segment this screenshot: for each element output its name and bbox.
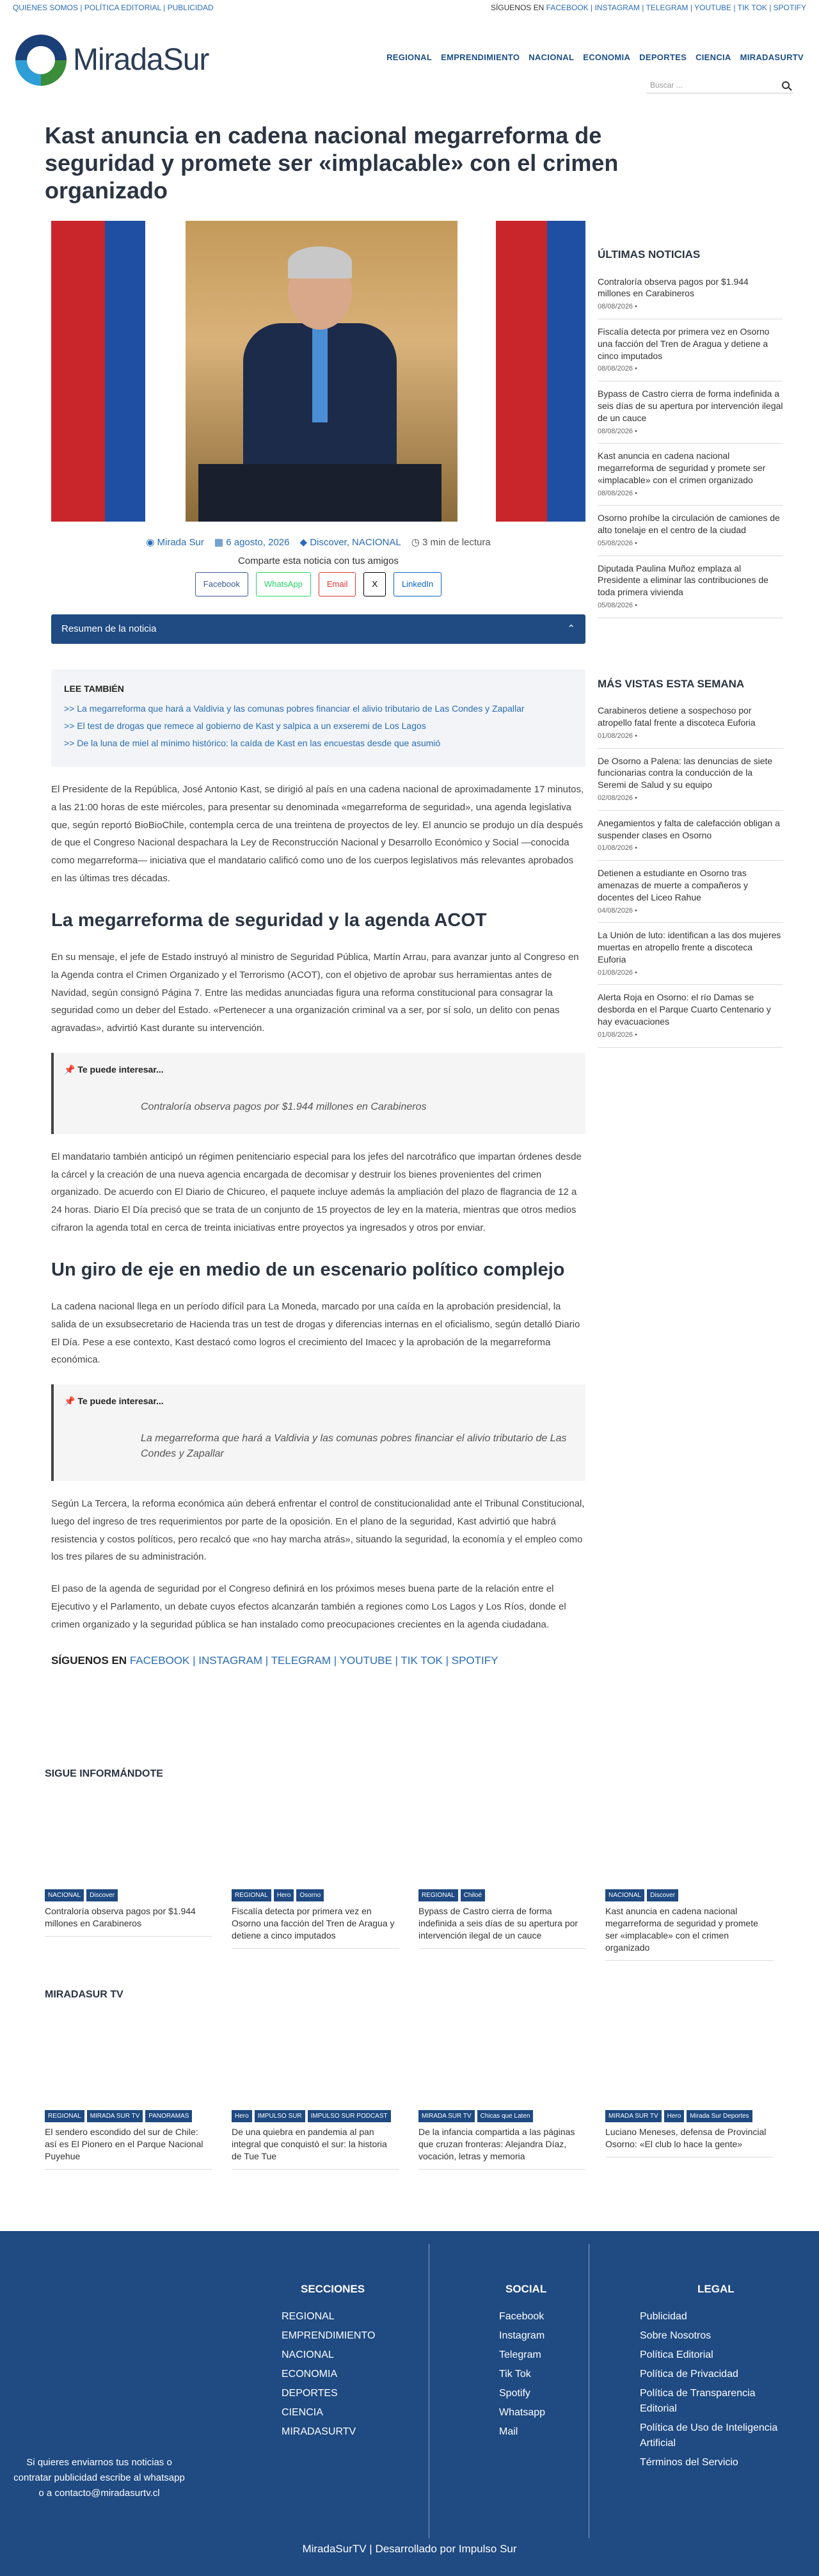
sidebar-news-item[interactable] [598, 811, 783, 861]
news-card[interactable] [45, 1795, 212, 1961]
tag[interactable]: MIRADA SUR TV [418, 2110, 475, 2122]
footer-link[interactable]: Términos del Servicio [640, 2456, 738, 2468]
card-image [45, 1795, 212, 1884]
site-footer [0, 2231, 819, 2576]
paragraph: En su mensaje, el jefe de Estado instruyó al ministro de Seguridad Pública, Martín Arrau, para avanzar junto al Congreso en la Agenda contra el Crimen Organizado y el Terrorismo (ACOT), con el objetivo de aprobar sus herramientas antes de Navidad, según consignó Página 7. Entre las medidas anunciadas figura una reforma constitucional para consagrar la seguridad como un deber del Estado. «Pertenecer a una organización criminal va a ser, por sí solo, un delito con penas agravadas», advirtió Kast durante su intervención. [51, 952, 579, 1034]
footer-link[interactable]: Publicidad [640, 2310, 687, 2322]
footer-social: SOCIAL Facebook Instagram Telegram Tik Tok Spotify Whatsapp Mail [499, 2281, 546, 2444]
footer-link[interactable]: Política de Transparencia Editorial [640, 2387, 756, 2414]
tv-section: MIRADASUR TV REGIONAL MIRADA SUR TV PANORAMAS El sendero escondido del sur de Chile: así es El Pionero en el Parque Nacional Puyehue Hero IMPULSO SUR IMPULSO SUR PODCAST De una quiebra en pandemia al pan integral que conquistó el sur: la historia de Tue Tue MIRADA SUR TV Chicas que Laten De la infancia compartida a las páginas que cruzan fronteras: Alejandra Díaz, vocación, letras y memoria MIRADA SUR TV Hero Mirada Sur Deportes Luciano Meneses, defensa de Provincial Osorno: «El club lo hace la gente» [45, 1987, 774, 2170]
footer-credit: MiradaSurTV | Desarrollado por Impulso Sur [302, 2543, 517, 2555]
news-date: 08/08/2026 • [598, 365, 637, 373]
news-date: 04/08/2026 • [598, 906, 637, 915]
email-share-button[interactable]: Email [319, 572, 356, 596]
related-box[interactable]: 📌 Te puede interesar... Contraloría observa pagos por $1.944 millones en Carabineros [51, 1053, 585, 1134]
footer-legal: LEGAL Publicidad Sobre Nosotros Política Editorial Política de Privacidad Política de Transparencia Editorial Política de Uso de Inteligencia Artificial Términos del Servicio [640, 2281, 787, 2474]
card-title: El sendero escondido del sur de Chile: así es El Pionero en el Parque Nacional Puyehue [45, 2126, 212, 2170]
nav-item[interactable]: ECONOMIA [583, 52, 631, 62]
news-date: 02/08/2026 • [598, 794, 637, 803]
related-link[interactable]: >> La megarreforma que hará a Valdivia y las comunas pobres financiar el alivio tributario de Las Condes y Zapallar [64, 703, 525, 714]
tag[interactable]: Discover [647, 1889, 678, 1901]
card-image [605, 1795, 773, 1884]
tag[interactable]: REGIONAL [232, 1889, 271, 1901]
nav-item[interactable]: REGIONAL [386, 52, 433, 62]
footer-contact: Si quieres enviarnos tus noticias o contratar publicidad escribe al whatsapp o a contacto@miradasurtv.cl [13, 2457, 185, 2499]
nav-item[interactable]: DEPORTES [639, 52, 687, 62]
site-header [0, 15, 819, 92]
news-title: La Unión de luto: identifican a las dos mujeres muertas en atropello frente a discoteca Euforia [598, 930, 781, 964]
tag[interactable]: Hero [274, 1889, 294, 1901]
tag[interactable]: REGIONAL [45, 2110, 84, 2122]
related-box[interactable]: 📌 Te puede interesar... La megarreforma que hará a Valdivia y las comunas pobres financiar el alivio tributario de Las Condes y Zapallar [51, 1384, 585, 1481]
card-image [232, 1795, 399, 1884]
read-time: ◷ 3 min de lectura [411, 537, 491, 548]
sidebar-news-item[interactable] [598, 749, 783, 811]
tag[interactable]: NACIONAL [45, 1889, 84, 1901]
top-social[interactable]: SÍGUENOS EN FACEBOOK | INSTAGRAM | TELEGRAM | YOUTUBE | TIK TOK | SPOTIFY [490, 3, 806, 12]
article-meta [51, 536, 585, 550]
card-tags [605, 1889, 773, 1901]
tag[interactable]: IMPULSO SUR [255, 2110, 305, 2122]
news-title: Osorno prohíbe la circulación de camiones de alto tonelaje en el centro de la ciudad [598, 513, 780, 536]
sidebar-news-item[interactable] [598, 269, 783, 319]
sidebar-news-item[interactable] [598, 985, 783, 1047]
footer-link[interactable]: Telegram [499, 2349, 541, 2360]
tag[interactable]: NACIONAL [605, 1889, 644, 1901]
footer-link[interactable]: MIRADASURTV [282, 2426, 356, 2437]
related-link[interactable]: >> De la luna de miel al mínimo histórico: la caída de Kast en las encuestas desde que asumió [64, 738, 441, 748]
card-title: Contraloría observa pagos por $1.944 millones en Carabineros [45, 1905, 212, 1937]
section-heading: Un giro de eje en medio de un escenario político complejo [51, 1259, 565, 1280]
news-card[interactable] [418, 1795, 586, 1961]
card-title: De una quiebra en pandemia al pan integral que conquistó el sur: la historia de Tue Tue [232, 2126, 399, 2170]
article-hero-image [51, 221, 585, 522]
news-title: Kast anuncia en cadena nacional megarreforma de seguridad y promete ser «implacable» con el crimen organizado [598, 451, 766, 485]
news-date: 08/08/2026 • [598, 489, 637, 497]
follow-links[interactable]: SÍGUENOS EN FACEBOOK | INSTAGRAM | TELEGRAM | YOUTUBE | TIK TOK | SPOTIFY [51, 1654, 498, 1667]
top-bar [0, 0, 819, 15]
section-heading: La megarreforma de seguridad y la agenda ACOT [51, 909, 487, 931]
footer-link[interactable]: Whatsapp [499, 2406, 546, 2418]
tag[interactable]: MIRADA SUR TV [87, 2110, 143, 2122]
footer-link[interactable]: Política Editorial [640, 2349, 713, 2360]
card-tags [232, 1889, 399, 1901]
news-card[interactable] [418, 2015, 586, 2170]
tag[interactable]: REGIONAL [418, 1889, 458, 1901]
news-card[interactable] [605, 2015, 773, 2170]
card-title: De la infancia compartida a las páginas que cruzan fronteras: Alejandra Díaz, vocación, letras y memoria [418, 2126, 586, 2170]
footer-link[interactable]: CIENCIA [282, 2406, 323, 2418]
nav-item[interactable]: NACIONAL [529, 52, 575, 62]
news-date: 05/08/2026 • [598, 540, 637, 548]
footer-link[interactable]: Mail [499, 2426, 518, 2437]
news-card[interactable] [232, 2015, 399, 2170]
author-link[interactable]: ◉ Mirada Sur [146, 537, 204, 548]
paragraph: El paso de la agenda de seguridad por el Congreso definirá en los próximos meses buena parte de la relación entre el Ejecutivo y el Parlamento, un debate cuyos efectos alcanzarán también a regiones como Los Lagos y Los Ríos, donde el crimen organizado y la seguridad pública se han instalado como preocupaciones crecientes en la agenda ciudadana. [51, 1583, 566, 1630]
news-date: 01/08/2026 • [598, 968, 637, 977]
footer-link[interactable]: ECONOMIA [282, 2368, 338, 2380]
article-body [51, 781, 585, 1669]
card-tags [45, 2110, 212, 2122]
card-image [232, 2015, 399, 2105]
card-title: Luciano Meneses, defensa de Provincial Osorno: «El club lo hace la gente» [605, 2126, 773, 2157]
article-title: Kast anuncia en cadena nacional megarreforma de seguridad y promete ser «implacable» con el crimen organizado [45, 122, 619, 204]
card-title: Bypass de Castro cierra de forma indefinida a seis días de su apertura por intervención ilegal de un cauce [418, 1905, 586, 1949]
sidebar: ÚLTIMAS NOTICIAS Contraloría observa pagos por $1.944 millones en Carabineros 08/08/2026 • Fiscalía detecta por primera vez en Osorno una facción del Tren de Aragua y detiene a cinco imputados 08/08/2026 • Bypass de Castro cierra de forma indefinida a seis días de su apertura por intervención ilegal de un cauce 08/08/2026 • Kast anuncia en cadena nacional megarreforma de seguridad y promete ser «implacable» con el crimen organizado 08/08/2026 • Osorno prohíbe la circulación de camiones de alto tonelaje en el centro de la ciudad 05/08/2026 • Diputada Paulina Muñoz emplaza al Presidente a eliminar las contribuciones de toda primera vivienda 05/08/2026 • MÁS VISTAS ESTA SEMANA Carabineros detiene a sospechoso por atropello fatal frente a discoteca Euforia 01/08/2026 • De Osorno a Palena: las denuncias de siete funcionarias contra la conducción de la Seremi de Salud y su equipo 02/08/2026 • Anegamientos y falta de calefacción obligan a suspender clases en Osorno 01/08/2026 • Detienen a estudiante en Osorno tras amenazas de muerte a compañeros y docentes del Liceo Rahue 04/08/2026 • La Unión de luto: identifican a las dos mujeres muertas en atropello frente a discoteca Euforia 01/08/2026 • Alerta Roja en Osorno: el río Damas se desborda en el Parque Cuarto Centenario y hay evacuaciones 01/08/2026 • [598, 246, 783, 1048]
card-image [418, 2015, 586, 2105]
sidebar-news-item[interactable] [598, 319, 783, 381]
news-title: Contraloría observa pagos por $1.944 millones en Carabineros [598, 276, 749, 299]
news-date: 08/08/2026 • [598, 303, 637, 311]
sigue-section: SIGUE INFORMÁNDOTE NACIONAL Discover Contraloría observa pagos por $1.944 millones en Carabineros REGIONAL Hero Osorno Fiscalía detecta por primera vez en Osorno una facción del Tren de Aragua y detiene a cinco imputados REGIONAL Chiloé Bypass de Castro cierra de forma indefinida a seis días de su apertura por intervención ilegal de un cauce NACIONAL Discover Kast anuncia en cadena nacional megarreforma de seguridad y promete ser «implacable» con el crimen organizado [45, 1766, 774, 1961]
news-date: 01/08/2026 • [598, 732, 637, 740]
tag[interactable]: Hero [664, 2110, 685, 2122]
sidebar-news-item[interactable] [598, 381, 783, 444]
footer-link[interactable]: Política de Uso de Inteligencia Artificial [640, 2422, 778, 2449]
category-link[interactable]: ◆ Discover, NACIONAL [299, 537, 401, 548]
summary-toggle[interactable]: Resumen de la noticia ⌃ [51, 614, 585, 644]
flag-left [51, 221, 186, 522]
news-title: Fiscalía detecta por primera vez en Osorno una facción del Tren de Aragua y detiene a cinco imputados [598, 326, 770, 361]
nav-item[interactable]: CIENCIA [696, 52, 731, 62]
paragraph: El mandatario también anticipó un régimen penitenciario especial para los jefes del narcotráfico que impartan órdenes desde la cárcel y la creación de una nueva agencia encargada de decomisar y destruir los bienes provenientes del crimen organizado. De acuerdo con El Diario de Chicureo, el paquete incluye además la ampliación del plazo de flagrancia de 12 a 24 horas. Diario El Día precisó que se trata de un conjunto de 15 proyectos de ley en la materia, mientras que otros medios cifraron la agenda total en cerca de treinta iniciativas entre proyectos ya ingresados y otros por enviar. [51, 1151, 582, 1233]
tag[interactable]: Hero [232, 2110, 252, 2122]
news-card[interactable] [45, 2015, 212, 2170]
sidebar-news-item[interactable] [598, 698, 783, 748]
footer-link[interactable]: REGIONAL [282, 2310, 335, 2322]
card-tags [418, 1889, 586, 1901]
sidebar-news-item[interactable] [598, 444, 783, 506]
news-title: Carabineros detiene a sospechoso por atropello fatal frente a discoteca Euforia [598, 705, 756, 728]
main-nav [386, 51, 804, 64]
footer-link[interactable]: NACIONAL [282, 2349, 334, 2360]
tag[interactable]: Osorno [296, 1889, 324, 1901]
news-date: 05/08/2026 • [598, 602, 637, 610]
linkedin-share-button[interactable]: LinkedIn [394, 572, 441, 596]
lee-tambien-box: LEE TAMBIÉN >> La megarreforma que hará a Valdivia y las comunas pobres financiar el alivio tributario de Las Condes y Zapallar >> El test de drogas que remece al gobierno de Kast y salpica a un exseremi de Los Lagos >> De la luna de miel al mínimo histórico: la caída de Kast en las encuestas desde que asumió [51, 669, 585, 767]
footer-link[interactable]: DEPORTES [282, 2387, 338, 2399]
tag[interactable]: MIRADA SUR TV [605, 2110, 662, 2122]
footer-link[interactable]: Instagram [499, 2330, 545, 2341]
logo-icon [15, 35, 67, 86]
card-title: Fiscalía detecta por primera vez en Osorno una facción del Tren de Aragua y detiene a cinco imputados [232, 1905, 399, 1949]
news-title: Alerta Roja en Osorno: el río Damas se desborda en el Parque Cuarto Centenario y hay evacuaciones [598, 992, 771, 1027]
news-title: De Osorno a Palena: las denuncias de siete funcionarias contra la conducción de la Seremi de Salud y su equipo [598, 755, 773, 790]
tag[interactable]: Chicas que Laten [477, 2110, 534, 2122]
card-tags [45, 1889, 212, 1901]
footer-link[interactable]: Spotify [499, 2387, 530, 2399]
site-logo[interactable] [15, 35, 209, 86]
news-date: 01/08/2026 • [598, 1031, 637, 1039]
share-buttons [51, 572, 585, 596]
flag-right [457, 221, 585, 522]
search-icon[interactable] [782, 81, 790, 89]
top-links[interactable]: QUIENES SOMOS | POLÍTICA EDITORIAL | PUBLICIDAD [13, 3, 214, 12]
nav-item[interactable]: EMPRENDIMIENTO [441, 52, 520, 62]
tag[interactable]: Chiloé [461, 1889, 485, 1901]
news-card[interactable] [605, 1795, 773, 1961]
x-share-button[interactable]: X [363, 572, 386, 596]
tag[interactable]: Mirada Sur Deportes [687, 2110, 752, 2122]
paragraph: Según La Tercera, la reforma económica aún deberá enfrentar el control de constitucionalidad ante el Tribunal Constitucional, luego del ingreso de tres requerimientos por parte de la oposición. En el plano de la seguridad, Kast advirtió que habrá resistencia y costos políticos, pero recalcó que «no hay marcha atrás», situando la seguridad, la economía y el empleo como los tres pilares de su administración. [51, 1498, 585, 1563]
card-image [605, 2015, 773, 2105]
related-link[interactable]: >> El test de drogas que remece al gobierno de Kast y salpica a un exseremi de Los Lagos [64, 721, 426, 731]
chevron-up-icon: ⌃ [567, 623, 575, 634]
sidebar-news-item[interactable] [598, 923, 783, 985]
sidebar-news-item[interactable] [598, 506, 783, 556]
tag[interactable]: PANORAMAS [145, 2110, 192, 2122]
news-title: Bypass de Castro cierra de forma indefinida a seis días de su apertura por intervención ilegal de un cauce [598, 388, 783, 423]
footer-link[interactable]: Sobre Nosotros [640, 2330, 712, 2341]
podium [198, 464, 441, 522]
share-title: Comparte esta noticia con tus amigos [238, 555, 399, 566]
facebook-share-button[interactable]: Facebook [195, 572, 248, 596]
date: ▦ 6 agosto, 2026 [214, 537, 290, 548]
news-date: 08/08/2026 • [598, 427, 637, 435]
logo-text: MiradaSur [73, 43, 209, 77]
whatsapp-share-button[interactable]: WhatsApp [256, 572, 311, 596]
paragraph: La cadena nacional llega en un período difícil para La Moneda, marcado por una caída en la aprobación presidencial, la salida de un exsubsecretario de Hacienda tras un test de drogas y diferencias internas en el oficialismo, según detalló Diario El Día. Pese a ese contexto, Kast destacó como logros el crecimiento del Imacec y la aprobación de la megarreforma económica. [51, 1301, 580, 1366]
paragraph: El Presidente de la República, José Antonio Kast, se dirigió al país en una cadena nacional de aproximadamente 17 minutos, a las 21:00 horas de este miércoles, para presentar su denominada «megarreforma de seguridad», una agenda legislativa que, según reportó BioBioChile, contempla cerca de una treintena de proyectos de ley. El anuncio se produjo un día después de que el Congreso Nacional despachara la Ley de Reconstrucción Nacional y Desarrollo Económico y Social —conocida como megarreforma— iniciativa que el mandatario calificó como uno de los cuerpos legislativos más relevantes aprobados en las últimas tres décadas. [51, 784, 584, 884]
footer-link[interactable]: EMPRENDIMIENTO [282, 2330, 376, 2341]
sidebar-news-item[interactable] [598, 556, 783, 618]
tag[interactable]: IMPULSO SUR PODCAST [308, 2110, 391, 2122]
card-image [45, 2015, 212, 2105]
card-tags [418, 2110, 586, 2122]
news-title: Diputada Paulina Muñoz emplaza al Presidente a eliminar las contribuciones de toda primera vivienda [598, 563, 768, 598]
news-title: Detienen a estudiante en Osorno tras amenazas de muerte a compañeros y docentes del Liceo Rahue [598, 867, 749, 902]
search-input[interactable]: Buscar ... [646, 77, 793, 93]
card-title: Kast anuncia en cadena nacional megarreforma de seguridad y promete ser «implacable» con el crimen organizado [605, 1905, 773, 1961]
card-image [418, 1795, 586, 1884]
article-content [51, 221, 585, 1669]
news-card[interactable] [232, 1795, 399, 1961]
footer-sections: SECCIONES REGIONAL EMPRENDIMIENTO NACIONAL ECONOMIA DEPORTES CIENCIA MIRADASURTV [282, 2281, 375, 2444]
footer-link[interactable]: Facebook [499, 2310, 545, 2322]
card-tags [232, 2110, 399, 2122]
news-date: 01/08/2026 • [598, 844, 637, 852]
footer-link[interactable]: Política de Privacidad [640, 2368, 738, 2380]
tag[interactable]: Discover [86, 1889, 118, 1901]
sidebar-news-item[interactable] [598, 861, 783, 923]
nav-item[interactable]: MIRADASURTV [740, 52, 804, 62]
card-tags [605, 2110, 773, 2122]
news-title: Anegamientos y falta de calefacción obligan a suspender clases en Osorno [598, 817, 780, 840]
footer-link[interactable]: Tik Tok [499, 2368, 531, 2380]
